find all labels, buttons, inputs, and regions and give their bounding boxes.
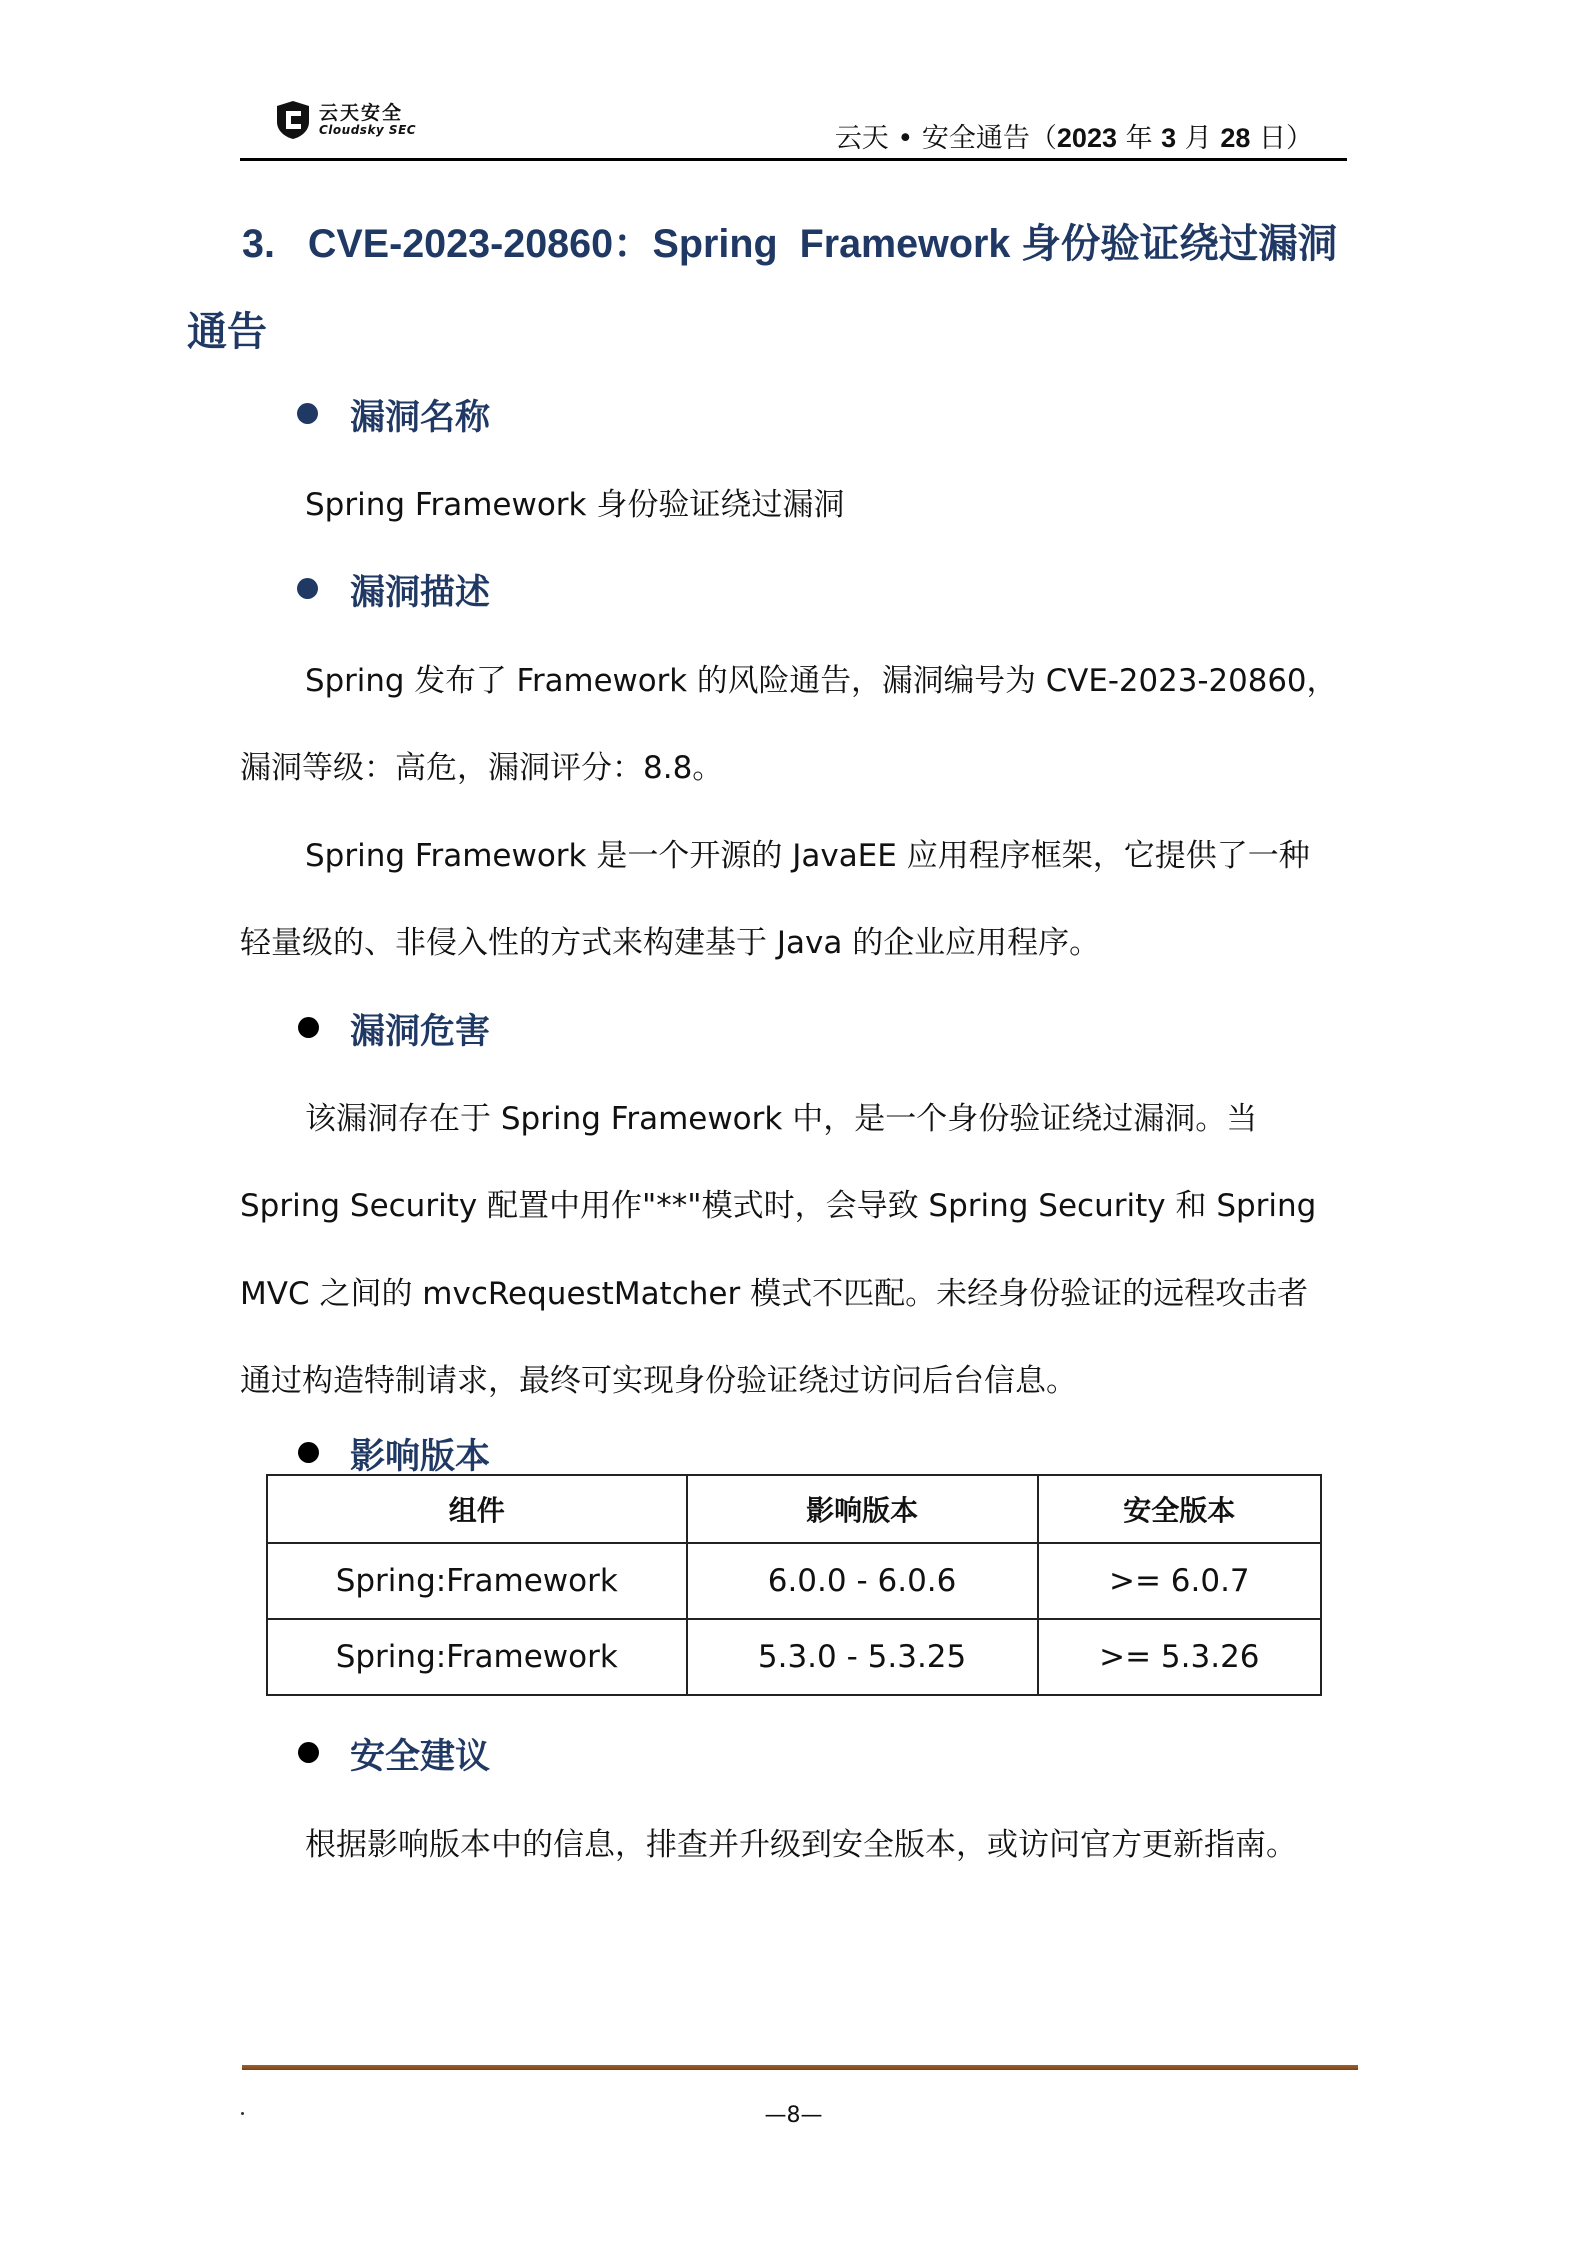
bullet-icon xyxy=(298,1742,319,1763)
header-title xyxy=(835,116,1313,155)
logo-text-cn: 云天安全 xyxy=(319,102,404,124)
impact-line: 通过构造特制请求，最终可实现身份验证绕过访问后台信息。 xyxy=(240,1363,1077,1399)
column-header-component: 组件 xyxy=(267,1475,687,1543)
footer-divider xyxy=(242,2065,1358,2070)
table-row xyxy=(267,1543,1321,1619)
cell-safe-version: >= 5.3.26 xyxy=(1038,1619,1321,1695)
description-line: Spring 发布了 Framework 的风险通告，漏洞编号为 CVE-2023-20860， xyxy=(305,663,1338,699)
shield-logo-icon xyxy=(275,100,311,140)
logo-text-en: Cloudsky SEC xyxy=(319,123,417,137)
section-heading-name: 漏洞名称 xyxy=(350,398,491,438)
header-title-prefix: 云天 • 安全通告（ xyxy=(834,123,1057,154)
impact-line: Spring Security 配置中用作"**"模式时，会导致 Spring Security 和 Spring xyxy=(240,1188,1317,1224)
page-number: —8— xyxy=(764,2103,823,2128)
bullet-icon xyxy=(298,1017,319,1038)
bullet-icon xyxy=(297,578,318,599)
column-header-safe: 安全版本 xyxy=(1038,1475,1321,1543)
section-heading-impact: 漏洞危害 xyxy=(350,1012,491,1052)
header-day-unit: 日） xyxy=(1250,123,1313,154)
vuln-name-text: Spring Framework 身份验证绕过漏洞 xyxy=(305,487,845,523)
description-line: 轻量级的、非侵入性的方式来构建基于 Java 的企业应用程序。 xyxy=(240,925,1101,961)
impact-line: 该漏洞存在于 Spring Framework 中，是一个身份验证绕过漏洞。当 xyxy=(305,1101,1258,1137)
header-day: 28 xyxy=(1220,123,1251,153)
column-header-affected: 影响版本 xyxy=(687,1475,1038,1543)
page-title-line-2: 通告 xyxy=(187,310,267,354)
description-line: 漏洞等级：高危，漏洞评分：8.8。 xyxy=(240,750,724,786)
company-logo xyxy=(275,98,425,144)
cell-safe-version: >= 6.0.7 xyxy=(1038,1543,1321,1619)
cell-affected-version: 6.0.0 - 6.0.6 xyxy=(687,1543,1038,1619)
bullet-icon xyxy=(298,1442,319,1463)
affected-versions-table xyxy=(266,1474,1322,1696)
table-header-row xyxy=(267,1475,1321,1543)
header-year: 2023 xyxy=(1056,123,1117,153)
cell-component: Spring:Framework xyxy=(267,1543,687,1619)
section-heading-description: 漏洞描述 xyxy=(350,573,491,613)
header-year-unit: 年 xyxy=(1116,123,1162,154)
bullet-icon xyxy=(297,403,318,424)
impact-line: MVC 之间的 mvcRequestMatcher 模式不匹配。未经身份验证的远程攻击者 xyxy=(240,1276,1309,1312)
header-divider xyxy=(240,158,1347,161)
header-month: 3 xyxy=(1161,123,1177,153)
advice-text: 根据影响版本中的信息，排查并升级到安全版本，或访问官方更新指南。 xyxy=(305,1827,1297,1863)
page-title-line-1: 3. CVE-2023-20860：Spring Framework 身份验证绕过漏洞 xyxy=(242,222,1338,266)
table-row xyxy=(267,1619,1321,1695)
section-heading-advice: 安全建议 xyxy=(350,1737,491,1777)
header-month-unit: 月 xyxy=(1176,123,1221,154)
description-line: Spring Framework 是一个开源的 JavaEE 应用程序框架，它提供了一种 xyxy=(305,838,1310,874)
cell-affected-version: 5.3.0 - 5.3.25 xyxy=(687,1619,1038,1695)
section-heading-versions: 影响版本 xyxy=(350,1437,491,1477)
cell-component: Spring:Framework xyxy=(267,1619,687,1695)
